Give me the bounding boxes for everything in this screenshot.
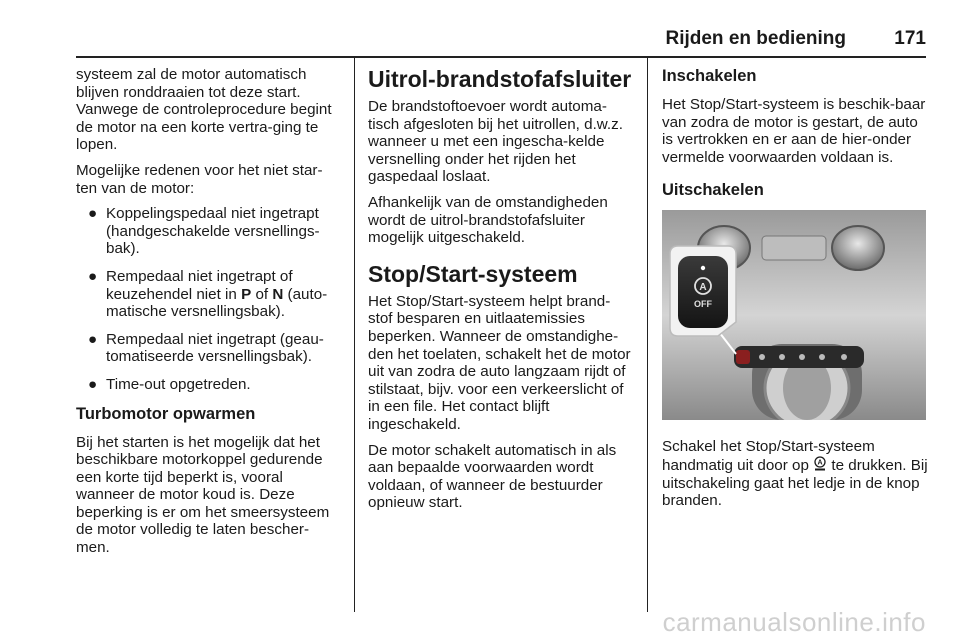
- console-photo: [662, 210, 926, 420]
- page-number: 171: [894, 28, 926, 49]
- heading-disable: Uitschakelen: [662, 181, 764, 200]
- off-label: OFF: [694, 299, 712, 310]
- paragraph: Het Stop/Start-systeem is beschik-baar van zodra de motor is gestart, de auto is vertrokken en er aan de hier-onder vermelde voorwaarden voldaan is.: [662, 96, 926, 166]
- watermark: carmanualsonline.info: [662, 607, 926, 637]
- section-title: Rijden en bediening: [665, 28, 846, 49]
- heading-stop-start: Stop/Start-systeem: [368, 260, 578, 287]
- column-1: [76, 66, 342, 565]
- gear-n: N: [272, 285, 284, 303]
- list-item: ● Rempedaal niet ingetrapt of keuzehendel niet in P of N (auto-matische versnellingsbak).: [88, 267, 328, 321]
- bullet-icon: ●: [88, 205, 98, 223]
- heading-turbo: Turbomotor opwarmen: [76, 404, 256, 423]
- svg-text:A: A: [699, 282, 707, 294]
- page-header: [76, 28, 926, 48]
- column-2: [368, 66, 634, 520]
- bullet-icon: ●: [88, 375, 98, 393]
- reason-list: [76, 205, 342, 393]
- heading-enable: Inschakelen: [662, 67, 757, 85]
- header-rule: [76, 56, 926, 58]
- column-3: [662, 66, 928, 518]
- column-divider-right: [647, 58, 648, 612]
- list-item: ● Rempedaal niet ingetrapt (geau-tomatiseerde versnellingsbak).: [88, 330, 324, 366]
- bullet-icon: ●: [88, 267, 98, 285]
- svg-text:A: A: [817, 459, 823, 467]
- paragraph: De motor schakelt automatisch in als aan bepaalde voorwaarden wordt voldaan, of wanneer de bestuurder opnieuw start.: [368, 441, 617, 512]
- auto-stop-off-icon: [813, 456, 827, 472]
- paragraph: Bij het starten is het mogelijk dat het beschikbare motorkoppel gedurende een korte tijd beperkt is, vooral wanneer de motor koud is. Deze beperking is er om het smeersysteem de motor volledig te laten bescher-men.: [76, 433, 330, 557]
- paragraph: Het Stop/Start-systeem helpt brand-stof besparen en uitlaatemissies beperken. Wanneer de omstandighe-den het toelaten, schakelt het de motor uit van zodra de auto langzaam rijdt of stilstaat, bijv. voor een verkeerslicht of in een file. Het contact blijft ingeschakeld.: [368, 292, 631, 433]
- paragraph: Afhankelijk van de omstandigheden wordt de uitrol-brandstofafsluiter mogelijk uitgeschakeld.: [368, 193, 608, 247]
- list-item: ● Time-out opgetreden.: [88, 375, 251, 393]
- column-divider-left: [354, 58, 355, 612]
- list-item: ● Koppelingspedaal niet ingetrapt (handgeschakelde versnellings-bak).: [88, 205, 320, 258]
- paragraph: De brandstoftoevoer wordt automa-tisch afgesloten bij het uitrollen, d.w.z. wanneer u met een ingescha-kelde versnelling onder het rijden het gaspedaal loslaat.: [368, 98, 623, 186]
- paragraph: Schakel het Stop/Start-systeem handmatig uit door op A te drukken. Bij uitschakeling gaat het ledje in de knop branden.: [662, 438, 928, 510]
- bullet-icon: ●: [88, 330, 98, 348]
- heading-fuel-cutoff: Uitrol-brandstofafsluiter: [368, 66, 632, 92]
- paragraph: systeem zal de motor automatisch blijven ronddraaien tot deze start. Vanwege de controleprocedure begint de motor na een korte vertra-ging te lopen.: [76, 66, 332, 154]
- gear-p: P: [241, 285, 252, 303]
- paragraph: Mogelijke redenen voor het niet star-ten van de motor:: [76, 161, 323, 197]
